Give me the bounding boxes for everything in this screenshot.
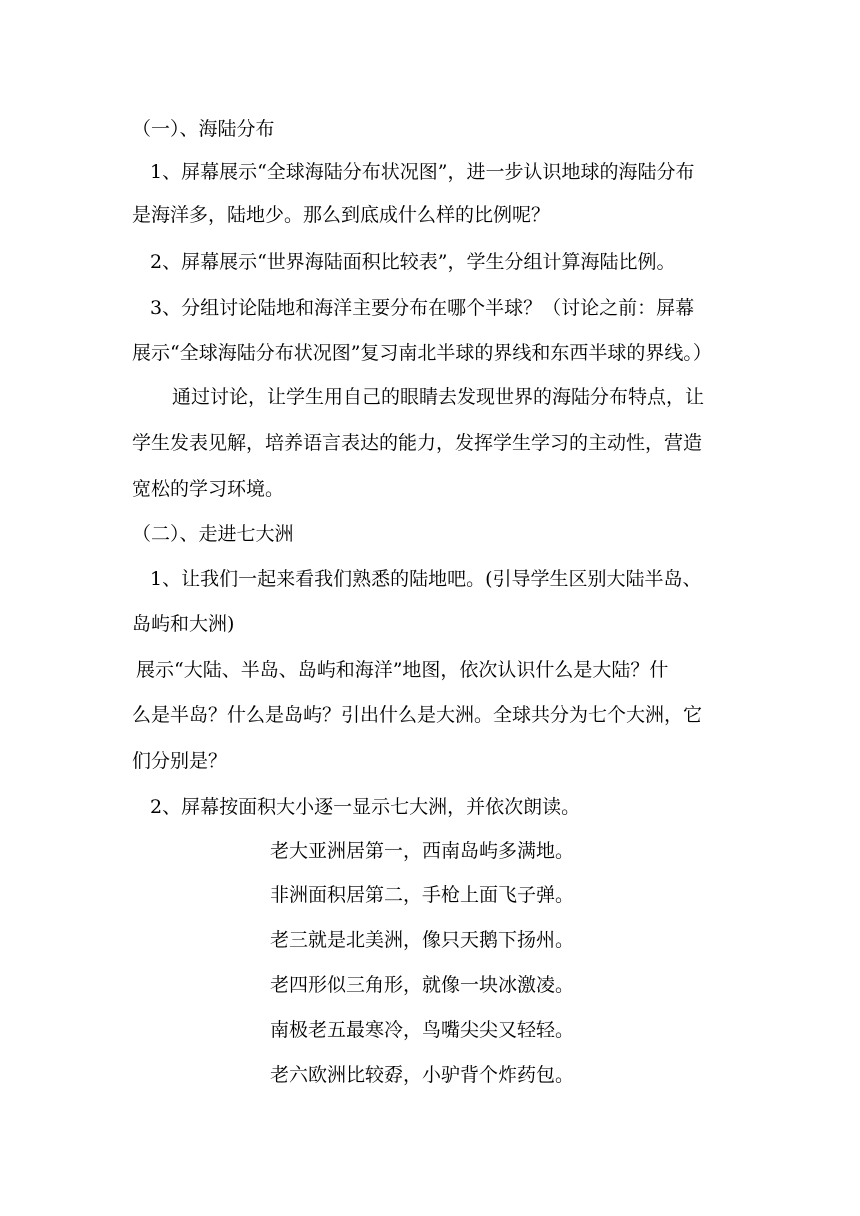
section-heading-2: （二）、走进七大洲 bbox=[132, 523, 294, 545]
paragraph-line: 学生发表见解，培养语言表达的能力，发挥学生学习的主动性，营造 bbox=[132, 432, 703, 454]
paragraph-line: 岛屿和大洲) bbox=[132, 613, 235, 635]
poem-line: 非洲面积居第二，手枪上面飞子弹。 bbox=[270, 884, 575, 906]
paragraph-line: 们分别是？ bbox=[132, 750, 228, 772]
paragraph-line: 1、屏幕展示“全球海陆分布状况图”，进一步认识地球的海陆分布 bbox=[150, 161, 695, 183]
paragraph-line: 1、让我们一起来看我们熟悉的陆地吧。(引导学生区别大陆半岛、 bbox=[150, 568, 702, 590]
paragraph-line: 通过讨论，让学生用自己的眼睛去发现世界的海陆分布特点，让 bbox=[172, 386, 705, 408]
paragraph-line: 2、屏幕按面积大小逐一显示七大洲，并依次朗读。 bbox=[150, 796, 581, 818]
paragraph-line: 展示“全球海陆分布状况图”复习南北半球的界线和东西半球的界线。） bbox=[132, 342, 712, 364]
paragraph-line: 宽松的学习环境。 bbox=[132, 478, 285, 500]
poem-line: 老六欧洲比较孬，小驴背个炸药包。 bbox=[270, 1064, 575, 1086]
paragraph-line: 么是半岛？什么是岛屿？引出什么是大洲。全球共分为七个大洲，它 bbox=[132, 704, 703, 726]
paragraph-line: 2、屏幕展示“世界海陆面积比较表”，学生分组计算海陆比例。 bbox=[150, 251, 676, 273]
paragraph-line: 3、分组讨论陆地和海洋主要分布在哪个半球？（讨论之前：屏幕 bbox=[150, 297, 695, 319]
section-heading-1: （一）、海陆分布 bbox=[132, 118, 275, 140]
poem-line: 老四形似三角形，就像一块冰激凌。 bbox=[270, 974, 575, 996]
paragraph-line: 是海洋多，陆地少。那么到底成什么样的比例呢？ bbox=[132, 204, 551, 226]
poem-line: 老三就是北美洲，像只天鹅下扬州。 bbox=[270, 929, 575, 951]
paragraph-line: 展示“大陆、半岛、岛屿和海洋”地图，依次认识什么是大陆？什 bbox=[136, 659, 669, 681]
poem-line: 南极老五最寒冷，鸟嘴尖尖又轻轻。 bbox=[270, 1019, 575, 1041]
poem-line: 老大亚洲居第一，西南岛屿多满地。 bbox=[270, 840, 575, 862]
